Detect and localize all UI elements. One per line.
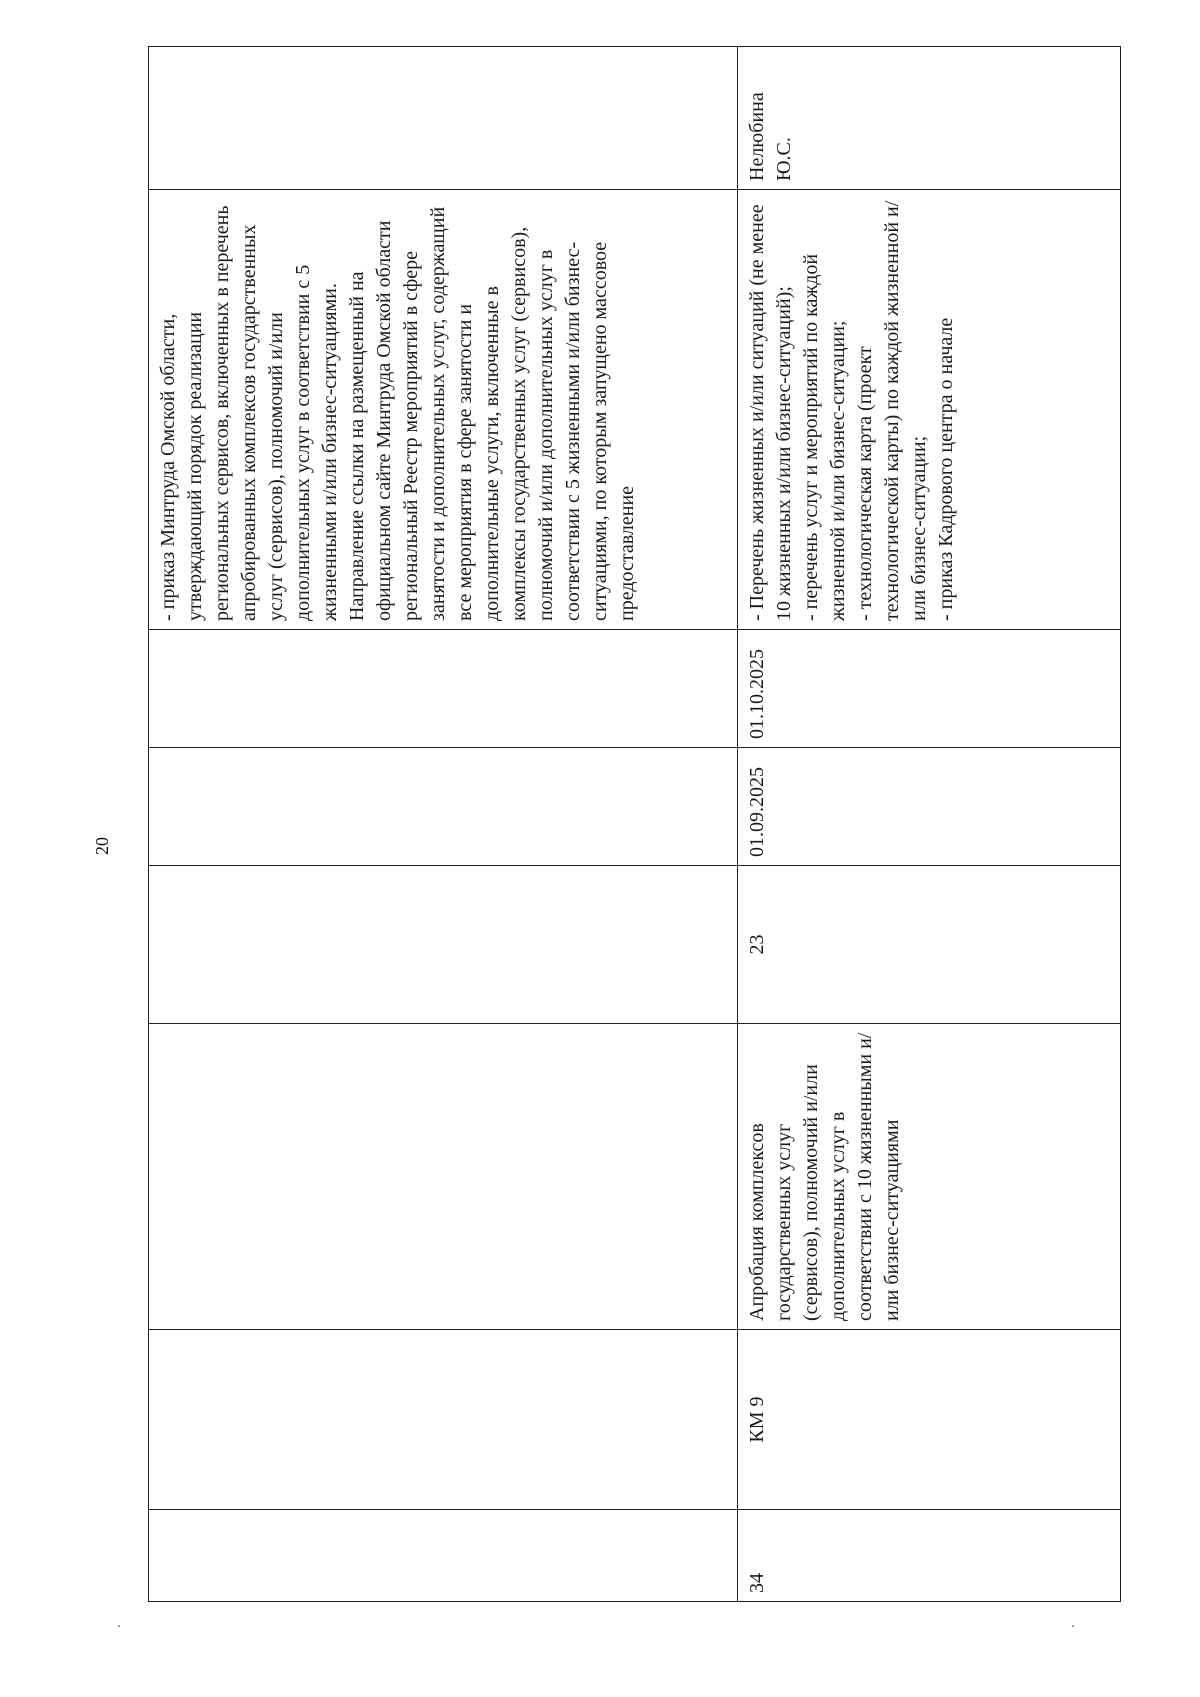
cell-name-empty	[149, 1024, 738, 1330]
table-row-34	[738, 47, 1121, 1602]
cell-value-empty	[149, 866, 738, 1024]
cell-name: Апробация комплексов государственных услуг (сервисов), полномочий и/или дополнительных услуг в соответствии с 10 жизненными и/или бизнес-ситуациями	[738, 1024, 1121, 1330]
cell-value: 23	[738, 866, 1121, 1024]
table-row-continued	[149, 47, 738, 1602]
cell-code: КМ 9	[738, 1330, 1121, 1510]
cell-start-empty	[149, 748, 738, 866]
page-number: 20	[92, 837, 112, 855]
cell-end-empty	[149, 630, 738, 748]
rotated-table-frame	[148, 46, 1094, 1602]
cell-result: - Перечень жизненных и/или ситуаций (не менее 10 жизненных и/или бизнес-ситуаций); - перечень услуг и мероприятий по каждой жизненной и/или бизнес-ситуации; - технологическая карта (проект технологической карты) по каждой жизненной и/или бизнес-ситуации; - приказ Кадрового центра о начале	[738, 190, 1121, 630]
scan-speck	[118, 1625, 120, 1627]
cell-responsible-empty	[149, 47, 738, 190]
cell-end-date: 01.10.2025	[738, 630, 1121, 748]
cell-row-number: 34	[738, 1510, 1121, 1602]
rotated-table-content	[148, 46, 1094, 1602]
scan-speck	[1072, 1625, 1074, 1627]
plan-table	[148, 46, 1121, 1602]
cell-start-date: 01.09.2025	[738, 748, 1121, 866]
cell-code-empty	[149, 1330, 738, 1510]
cell-result-continued: - приказ Минтруда Омской области, утверждающий порядок реализации региональных сервисов, включенных в перечень апробированных комплексов государственных услуг (сервисов), полномочий и/или дополнительных услуг в соответствии с 5 жизненными и/или бизнес-ситуациями. Направление ссылки на размещенный на официальном сайте Минтруда Омской области региональный Реестр мероприятий в сфере занятости и дополнительных услуг, содержащий все мероприятия в сфере занятости и дополнительные услуги, включенные в комплексы государственных услуг (сервисов), полномочий и/или дополнительных услуг в соответствии с 5 жизненными и/или бизнес-ситуациями, по которым запущено массовое предоставление	[149, 190, 738, 630]
cell-responsible: Нелюбина Ю.С.	[738, 47, 1121, 190]
cell-number-empty	[149, 1510, 738, 1602]
